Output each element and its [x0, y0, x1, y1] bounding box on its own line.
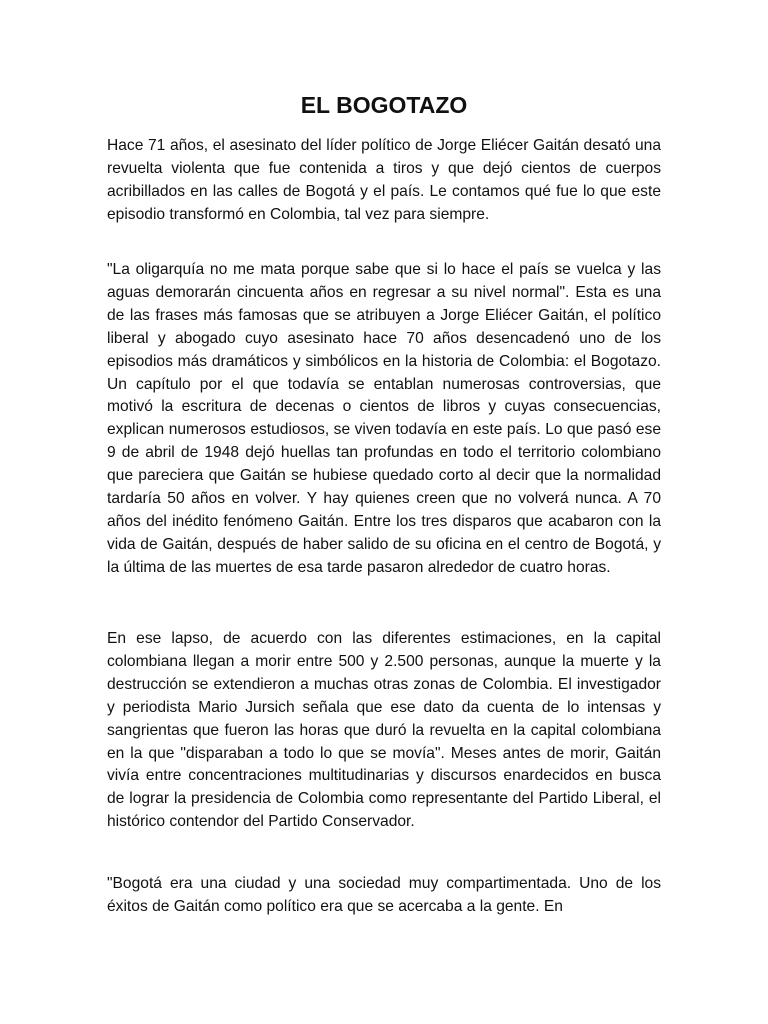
paragraph-3: En ese lapso, de acuerdo con las diferentes estimaciones, en la capital colombiana llegan a morir entre 500 y 2.500 personas, aunque la muerte y la destrucción se extendieron a muchas otras zonas de Colombia. El investigador y periodista Mario Jursich señala que ese dato da cuenta de lo intensas y sangrientas que fueron las horas que duró la revuelta en la capital colombiana en la que "disparaban a todo lo que se movía". Meses antes de morir, Gaitán vivía entre concentraciones multitudinarias y discursos enardecidos en busca de lograr la presidencia de Colombia como representante del Partido Liberal, el histórico contendor del Partido Conservador.: [107, 630, 661, 831]
paragraph-1: Hace 71 años, el asesinato del líder político de Jorge Eliécer Gaitán desató una revuelta violenta que fue contenida a tiros y que dejó cientos de cuerpos acribillados en las calles de Bogotá y el país. Le contamos qué fue lo que este episodio transformó en Colombia, tal vez para siempre.: [107, 137, 661, 223]
paragraph-2: "La oligarquía no me mata porque sabe que si lo hace el país se vuelca y las aguas demorarán cincuenta años en regresar a su nivel normal". Esta es una de las frases más famosas que se atribuyen a Jorge Eliécer Gaitán, el político liberal y abogado cuyo asesinato hace 70 años desencadenó uno de los episodios más dramáticos y simbólicos en la historia de Colombia: el Bogotazo. Un capítulo por el que todavía se entablan numerosas controversias, que motivó la escritura de decenas o cientos de libros y cuyas consecuencias, explican numerosos estudiosos, se viven todavía en este país. Lo que pasó ese 9 de abril de 1948 dejó huellas tan profundas en todo el territorio colombiano que pareciera que Gaitán se hubiese quedado corto al decir que la normalidad tardaría 50 años en volver. Y hay quienes creen que no volverá nunca. A 70 años del inédito fenómeno Gaitán. Entre los tres disparos que acabaron con la vida de Gaitán, después de haber salido de su oficina en el centro de Bogotá, y la última de las muertes de esa tarde pasaron alrededor de cuatro horas.: [107, 261, 661, 576]
document-title: EL BOGOTAZO: [300, 92, 468, 118]
paragraph-4: "Bogotá era una ciudad y una sociedad muy compartimentada. Uno de los éxitos de Gaitán como político era que se acercaba a la gente. En: [107, 875, 661, 915]
